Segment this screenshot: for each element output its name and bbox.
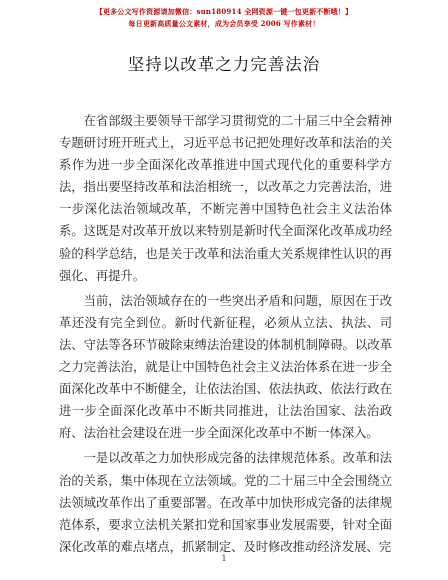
banner-line-2: 每日更新高质量公文素材，成为会员享受 2006 写作素材！ bbox=[128, 19, 320, 28]
document-title: 坚持以改革之力完善法治 bbox=[127, 55, 321, 74]
banner-line-1: 【更多公文写作资源请加微信：sun180914 全网资源一键一包更新不断哦！】 bbox=[95, 7, 353, 16]
promo-banner bbox=[0, 6, 448, 30]
paragraph-3: 一是以改革之力加快形成完备的法律规范体系。改革和法治的关系，集中体现在立法领域。党的二十届三中全会围绕立法领域改革作出了重要部署。在改革中加快形成完备的法律规范体系，要求立法机关紧扣党和国家事业发展需要，针对全面深化改革的难点堵点，抓紧制定、及时修改推动经济发展、完 bbox=[59, 451, 392, 554]
page-number: 1 bbox=[221, 554, 227, 563]
document-body bbox=[59, 110, 392, 561]
paragraph-2: 当前，法治领域存在的一些突出矛盾和问题，原因在于改革还没有完全到位。新时代新征程，必须从立法、执法、司法、守法等各环节破除束缚法治建设的体制机制障碍。以改革之力完善法治，就是让中国特色社会主义法治体系在进一步全面深化改革中不断健全，让依法治国、依法执政、依法行政在进一步全面深化改革中不断共同推进，让法治国家、法治政府、法治社会建设在进一步全面深化改革中不断一体深入。 bbox=[59, 293, 392, 441]
paragraph-1: 在省部级主要领导干部学习贯彻党的二十届三中全会精神专题研讨班开班式上，习近平总书记把处理好改革和法治的关系作为进一步全面深化改革推进中国式现代化的重要科学方法，指出要坚持改革和法治相统一，以改革之力完善法治，进一步深化法治领域改革，不断完善中国特色社会主义法治体系。这既是对改革开放以来特别是新时代全面深化改革成功经验的科学总结，也是关于改革和法治重大关系规律性认识的再强化、再提升。 bbox=[59, 114, 392, 283]
